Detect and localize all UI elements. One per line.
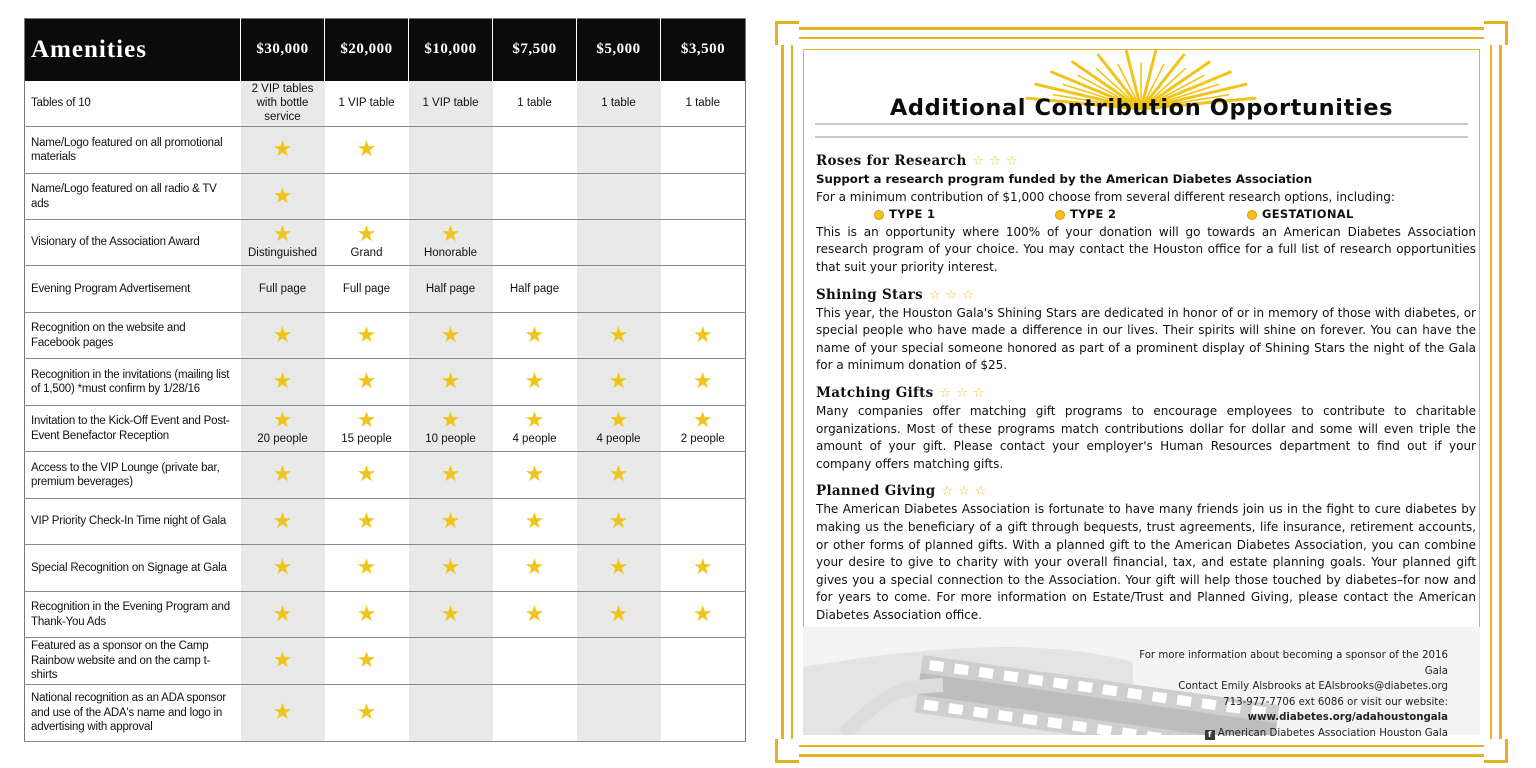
table-row — [25, 359, 746, 406]
option-label: TYPE 2 — [1070, 207, 1117, 222]
benefit-cell — [409, 313, 493, 359]
cell-value: 1 table — [601, 97, 636, 110]
table-row — [25, 452, 746, 499]
benefit-cell — [325, 174, 409, 220]
star-icon: ★ — [692, 408, 713, 434]
star-icon: ★ — [440, 601, 461, 627]
star-icon: ★ — [272, 601, 293, 627]
star-icon: ★ — [608, 555, 629, 580]
benefit-cell — [241, 638, 325, 685]
frame-corner-ornament — [1484, 21, 1508, 45]
level-header-3500: $3,500 — [661, 19, 746, 81]
star-icon: ★ — [440, 322, 461, 348]
star-icon: ★ — [272, 183, 293, 209]
benefit-cell — [241, 499, 325, 545]
cell-value: 4 people — [596, 433, 641, 446]
benefit-cell — [493, 313, 577, 359]
table-row — [25, 313, 746, 359]
benefit-cell — [241, 127, 325, 174]
benefit-cell — [577, 406, 661, 452]
cell-value: 10 people — [425, 433, 476, 446]
star-icon: ★ — [524, 601, 545, 627]
benefit-cell — [493, 499, 577, 545]
star-icon: ★ — [272, 648, 293, 673]
roses-heading: Roses for Research — [816, 153, 967, 169]
cell-value: Distinguished — [247, 247, 318, 260]
level-header-5000: $5,000 — [577, 19, 661, 81]
amenity-label: Invitation to the Kick-Off Event and Post-Event Benefactor Reception — [25, 406, 241, 452]
benefit-cell — [493, 592, 577, 638]
cell-value: 20 people — [257, 433, 308, 446]
benefit-cell — [325, 499, 409, 545]
star-icon: ★ — [356, 601, 377, 627]
benefit-cell — [661, 313, 746, 359]
amenity-label: Recognition in the invitations (mailing list of 1,500) *must confirm by 1/28/16 — [25, 359, 241, 406]
benefit-cell — [241, 220, 325, 266]
benefit-cell — [325, 592, 409, 638]
benefit-cell — [577, 220, 661, 266]
star-icon: ★ — [440, 222, 461, 248]
benefit-cell — [241, 359, 325, 406]
star-icon: ★ — [356, 137, 377, 162]
level-header-7500: $7,500 — [493, 19, 577, 81]
star-icon: ★ — [356, 322, 377, 348]
facebook-label: American Diabetes Association Houston Gala — [1217, 727, 1448, 739]
benefit-cell — [493, 406, 577, 452]
benefit-cell — [325, 127, 409, 174]
benefit-cell — [325, 545, 409, 592]
planned-giving-section — [816, 482, 1476, 624]
title-rule-bottom — [815, 136, 1468, 138]
roses-subheading: Support a research program funded by the American Diabetes Association — [816, 172, 1313, 186]
contact-block — [1131, 648, 1448, 741]
star-icon: ★ — [524, 408, 545, 434]
star-icon: ★ — [356, 555, 377, 580]
amenity-label: Name/Logo featured on all radio & TV ads — [25, 174, 241, 220]
amenity-label: National recognition as an ADA sponsor and use of the ADA's name and logo in advertising with approval — [25, 685, 241, 742]
table-row — [25, 81, 746, 127]
roses-section — [816, 152, 1476, 277]
amenity-label: Evening Program Advertisement — [25, 266, 241, 313]
matching-gifts-heading: Matching Gifts — [816, 384, 934, 401]
benefit-cell — [325, 638, 409, 685]
benefit-cell — [661, 592, 746, 638]
cell-value: 2 people — [680, 433, 725, 446]
table-row — [25, 638, 746, 685]
benefit-cell — [325, 406, 409, 452]
star-icon: ★ — [272, 222, 293, 248]
website-link[interactable]: www.diabetes.org/adahoustongala — [1247, 712, 1448, 723]
planned-giving-heading: Planned Giving — [816, 483, 936, 500]
amenity-label: Featured as a sponsor on the Camp Rainbow website and on the camp t-shirts — [25, 638, 241, 685]
benefit-cell — [325, 359, 409, 406]
star-icon: ☆☆☆ — [972, 154, 1023, 169]
benefit-cell — [241, 266, 325, 313]
star-icon: ★ — [272, 137, 293, 162]
star-icon: ★ — [608, 601, 629, 627]
benefit-cell — [409, 499, 493, 545]
benefit-cell — [577, 592, 661, 638]
benefit-cell — [661, 359, 746, 406]
cell-value: 1 VIP table — [338, 97, 395, 110]
benefit-cell — [409, 685, 493, 742]
level-header-20000: $20,000 — [325, 19, 409, 81]
gold-dot-icon — [1247, 210, 1257, 220]
benefit-cell — [241, 592, 325, 638]
star-icon: ★ — [692, 555, 713, 580]
level-header-10000: $10,000 — [409, 19, 493, 81]
star-icon: ★ — [356, 508, 377, 534]
benefit-cell — [661, 220, 746, 266]
panel-title: Additional Contribution Opportunities — [889, 95, 1394, 121]
star-icon: ★ — [524, 508, 545, 534]
table-row — [25, 592, 746, 638]
benefit-cell — [661, 685, 746, 742]
star-icon: ★ — [692, 601, 713, 627]
benefit-cell — [577, 499, 661, 545]
title-rule-top — [815, 123, 1468, 125]
benefit-cell — [409, 266, 493, 313]
star-icon: ★ — [272, 700, 293, 725]
benefit-cell — [493, 266, 577, 313]
benefit-cell — [493, 220, 577, 266]
table-row — [25, 406, 746, 452]
planned-giving-body: The American Diabetes Association is fortunate to have many friends join us in the fight to cure diabetes by making us the beneficiary of a gift through bequests, trust agreements, life insurance, retirement accounts, or other forms of planned gifts. With a planned gift to the American Diabetes Association, you can combine your desire to give to charity with your overall financial, tax, and estate planning goals. Your planned gift gives you a special connection to the Association. Your gift will help those touched by diabetes–for now and for years to come. For more information on Estate/Trust and Planned Giving, please contact the American Diabetes Association office. — [816, 502, 1476, 622]
star-icon: ★ — [272, 322, 293, 348]
benefit-cell — [325, 266, 409, 313]
option-label: TYPE 1 — [889, 207, 936, 222]
benefit-cell — [661, 406, 746, 452]
matching-gifts-section — [816, 384, 1476, 473]
benefit-cell — [577, 359, 661, 406]
benefit-cell — [409, 220, 493, 266]
star-icon: ★ — [356, 222, 377, 248]
star-icon: ★ — [524, 555, 545, 580]
benefit-cell — [493, 174, 577, 220]
benefit-cell — [493, 452, 577, 499]
amenity-label: Special Recognition on Signage at Gala — [25, 545, 241, 592]
cell-value: Half page — [425, 282, 476, 295]
star-icon: ★ — [440, 369, 461, 394]
benefit-cell — [661, 545, 746, 592]
frame-corner-ornament — [1484, 739, 1508, 763]
table-row — [25, 499, 746, 545]
benefit-cell — [661, 638, 746, 685]
cell-value: 1 VIP table — [422, 97, 479, 110]
cell-value: Grand — [350, 247, 383, 260]
amenity-label: Recognition in the Evening Program and Thank-You Ads — [25, 592, 241, 638]
facebook-icon: f — [1205, 730, 1215, 740]
option-gestational — [1247, 206, 1354, 224]
benefit-cell — [493, 638, 577, 685]
star-icon: ★ — [692, 322, 713, 348]
facebook-line[interactable] — [1131, 726, 1448, 742]
amenity-label: Access to the VIP Lounge (private bar, premium beverages) — [25, 452, 241, 499]
amenities-table — [24, 18, 746, 742]
table-body — [25, 81, 746, 742]
shining-stars-section — [816, 286, 1476, 375]
benefit-cell — [409, 359, 493, 406]
star-icon: ★ — [608, 322, 629, 348]
benefit-cell — [241, 452, 325, 499]
benefit-cell — [493, 127, 577, 174]
benefit-cell — [577, 545, 661, 592]
star-icon: ★ — [440, 408, 461, 434]
benefit-cell — [325, 81, 409, 127]
cell-value: Full page — [258, 282, 307, 295]
cell-value: Full page — [342, 282, 391, 295]
contact-line-1: For more information about becoming a sponsor of the 2016 Gala — [1139, 650, 1448, 677]
shining-stars-body: This year, the Houston Gala's Shining Stars are dedicated in honor of or in memory of those with diabetes, or special people who have made a difference in our lives. Their spirits will shine on forever. You can have the name of your special someone honored as part of a prominent display of Shining Stars the night of the Gala for a minimum donation of $25. — [816, 305, 1476, 373]
benefit-cell — [241, 81, 325, 127]
benefit-cell — [493, 685, 577, 742]
panel-body — [816, 152, 1476, 633]
benefit-cell — [409, 592, 493, 638]
cell-value: 4 people — [512, 433, 557, 446]
star-icon: ★ — [524, 462, 545, 487]
frame-corner-ornament — [775, 739, 799, 763]
benefit-cell — [661, 81, 746, 127]
star-icon: ☆☆☆ — [939, 385, 990, 401]
star-icon: ★ — [272, 462, 293, 487]
level-header-30000: $30,000 — [241, 19, 325, 81]
benefit-cell — [661, 499, 746, 545]
amenity-label: Recognition on the website and Facebook pages — [25, 313, 241, 359]
amenities-header: Amenities — [25, 19, 241, 81]
amenity-label: VIP Priority Check-In Time night of Gala — [25, 499, 241, 545]
benefit-cell — [661, 127, 746, 174]
star-icon: ★ — [440, 462, 461, 487]
benefit-cell — [241, 174, 325, 220]
contact-line-3: 713-977-7706 ext 6086 or visit our website: — [1223, 696, 1448, 708]
cell-value: Honorable — [423, 247, 478, 260]
frame-corner-ornament — [775, 21, 799, 45]
amenity-label: Name/Logo featured on all promotional materials — [25, 127, 241, 174]
table-header-row — [25, 19, 746, 81]
star-icon: ★ — [692, 369, 713, 394]
benefit-cell — [241, 406, 325, 452]
benefit-cell — [241, 545, 325, 592]
star-icon: ★ — [608, 462, 629, 487]
shining-stars-heading: Shining Stars — [816, 286, 923, 303]
benefit-cell — [409, 174, 493, 220]
benefit-cell — [577, 452, 661, 499]
option-type2 — [1055, 206, 1247, 224]
table-row — [25, 685, 746, 742]
benefit-cell — [325, 220, 409, 266]
benefit-cell — [577, 266, 661, 313]
star-icon: ★ — [356, 462, 377, 487]
star-icon: ★ — [440, 555, 461, 580]
benefit-cell — [661, 266, 746, 313]
benefit-cell — [661, 174, 746, 220]
research-options — [816, 206, 1476, 224]
star-icon: ★ — [608, 508, 629, 534]
benefit-cell — [409, 545, 493, 592]
benefit-cell — [325, 452, 409, 499]
benefit-cell — [241, 685, 325, 742]
benefit-cell — [493, 359, 577, 406]
star-icon: ★ — [524, 369, 545, 394]
star-icon: ★ — [356, 408, 377, 434]
gold-dot-icon — [874, 210, 884, 220]
benefit-cell — [493, 545, 577, 592]
star-icon: ★ — [356, 700, 377, 725]
table-row — [25, 266, 746, 313]
matching-gifts-body: Many companies offer matching gift programs to encourage employees to contribute to charitable organizations. Most of these programs match contributions dollar for dollar and some will even triple the amount of your gift. Please contact your employer's Human Resources department to find out if your company offers matching gifts. — [816, 403, 1476, 471]
benefit-cell — [409, 638, 493, 685]
benefit-cell — [577, 81, 661, 127]
star-icon: ★ — [356, 648, 377, 673]
benefit-cell — [409, 406, 493, 452]
benefit-cell — [325, 313, 409, 359]
table-row — [25, 174, 746, 220]
roses-intro: For a minimum contribution of $1,000 choose from several different research options, including: — [816, 189, 1395, 204]
star-icon: ☆☆☆ — [941, 484, 992, 500]
benefit-cell — [241, 313, 325, 359]
star-icon: ★ — [440, 508, 461, 534]
option-label: GESTATIONAL — [1262, 207, 1354, 222]
benefit-cell — [493, 81, 577, 127]
cell-value: Half page — [509, 282, 560, 295]
table-row — [25, 127, 746, 174]
star-icon: ☆☆☆ — [928, 287, 979, 303]
table-row — [25, 545, 746, 592]
cell-value: 1 table — [517, 97, 552, 110]
amenity-label: Visionary of the Association Award — [25, 220, 241, 266]
cell-value: 2 VIP tables with bottle service — [251, 82, 314, 124]
benefit-cell — [661, 452, 746, 499]
benefit-cell — [577, 685, 661, 742]
option-type1 — [874, 206, 1055, 224]
star-icon: ★ — [608, 408, 629, 434]
star-icon: ★ — [272, 408, 293, 434]
benefit-cell — [409, 81, 493, 127]
roses-body: This is an opportunity where 100% of your donation will go towards an American Diabetes Association research program of your choice. You may contact the Houston office for a full list of research opportunities that suit your priority interest. — [816, 224, 1476, 274]
benefit-cell — [577, 127, 661, 174]
benefit-cell — [577, 638, 661, 685]
benefit-cell — [325, 685, 409, 742]
star-icon: ★ — [272, 555, 293, 580]
contact-line-2[interactable]: Contact Emily Alsbrooks at EAlsbrooks@diabetes.org — [1178, 681, 1448, 692]
benefit-cell — [577, 174, 661, 220]
cell-value: 1 table — [685, 97, 721, 110]
table-row — [25, 220, 746, 266]
benefit-cell — [409, 452, 493, 499]
cell-value: 15 people — [341, 433, 392, 446]
benefit-cell — [409, 127, 493, 174]
star-icon: ★ — [356, 369, 377, 394]
gold-dot-icon — [1055, 210, 1065, 220]
amenity-label: Tables of 10 — [25, 81, 241, 127]
benefit-cell — [577, 313, 661, 359]
contribution-panel — [781, 27, 1502, 757]
star-icon: ★ — [272, 369, 293, 394]
star-icon: ★ — [608, 369, 629, 394]
star-icon: ★ — [272, 508, 293, 534]
star-icon: ★ — [524, 322, 545, 348]
